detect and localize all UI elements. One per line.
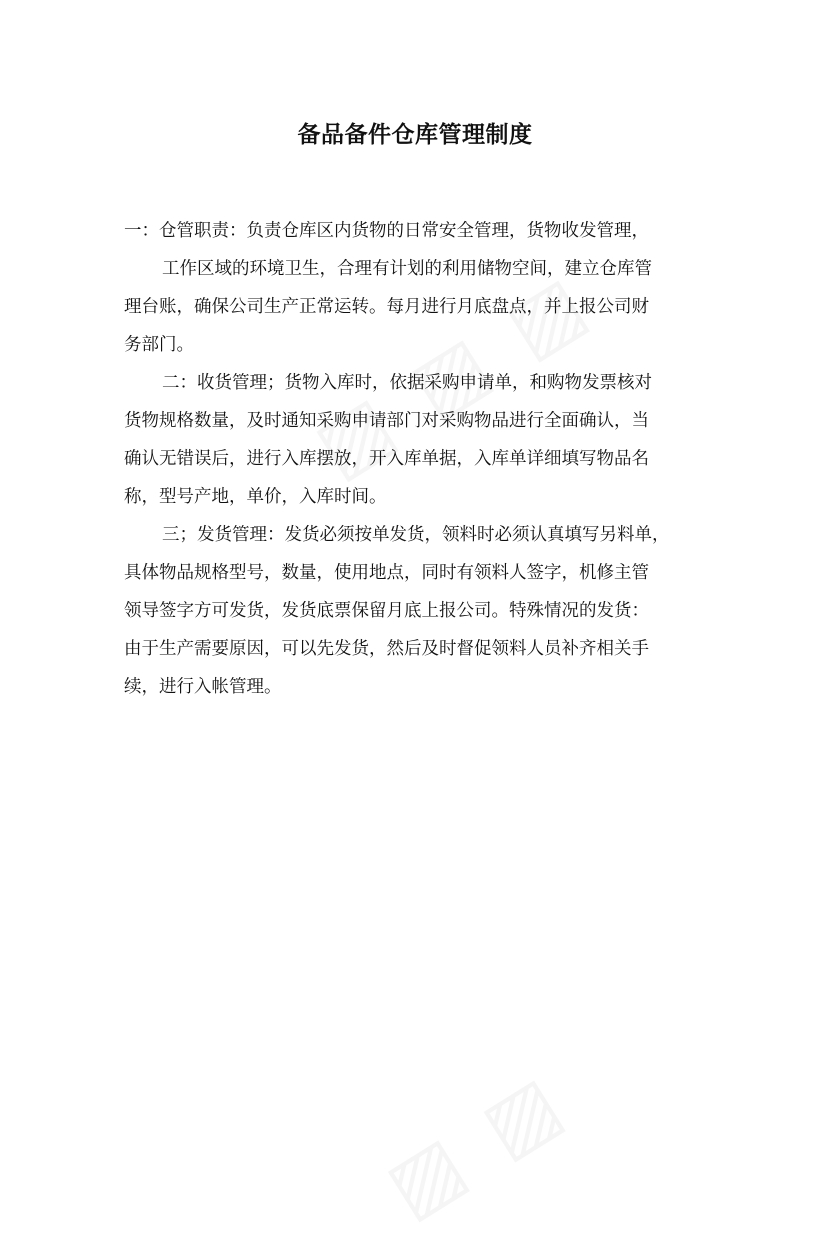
- section-receiving: [124, 364, 714, 516]
- section-duties-line-1: 一：仓管职责：负责仓库区内货物的日常安全管理，货物收发管理，: [124, 221, 649, 241]
- section-duties-line-4: 务部门。: [124, 335, 194, 355]
- section-shipping-line-1: 三；发货管理：发货必须按单发货，领料时必须认真填写另料单，: [162, 525, 670, 545]
- section-receiving-line-1: 二：收货管理；货物入库时，依据采购申请单，和购物发票核对: [162, 373, 652, 393]
- section-receiving-line-4: 称，型号产地，单价，入库时间。: [124, 487, 387, 507]
- section-shipping-line-2: 具体物品规格型号，数量，使用地点，同时有领料人签字，机修主管: [124, 563, 649, 583]
- section-shipping-line-5: 续，进行入帐管理。: [124, 677, 282, 697]
- watermark-bottom: [371, 1056, 582, 1234]
- section-shipping-line-4: 由于生产需要原因，可以先发货，然后及时督促领料人员补齐相关手: [124, 639, 649, 659]
- section-shipping-line-3: 领导签字方可发货，发货底票保留月底上报公司。特殊情况的发货：: [124, 601, 649, 621]
- section-receiving-line-3: 确认无错误后，进行入库摆放，开入库单据，入库单详细填写物品名: [124, 449, 649, 469]
- section-receiving-line-2: 货物规格数量，及时通知采购申请部门对采购物品进行全面确认，当: [124, 411, 649, 431]
- section-duties-line-3: 理台账，确保公司生产正常运转。每月进行月底盘点，并上报公司财: [124, 297, 649, 317]
- document-body: [124, 212, 714, 706]
- section-duties: [124, 212, 714, 364]
- section-duties-line-2: 工作区域的环境卫生，合理有计划的利用储物空间，建立仓库管: [162, 259, 652, 279]
- section-shipping: [124, 516, 714, 706]
- document-title: 备品备件仓库管理制度: [297, 122, 533, 148]
